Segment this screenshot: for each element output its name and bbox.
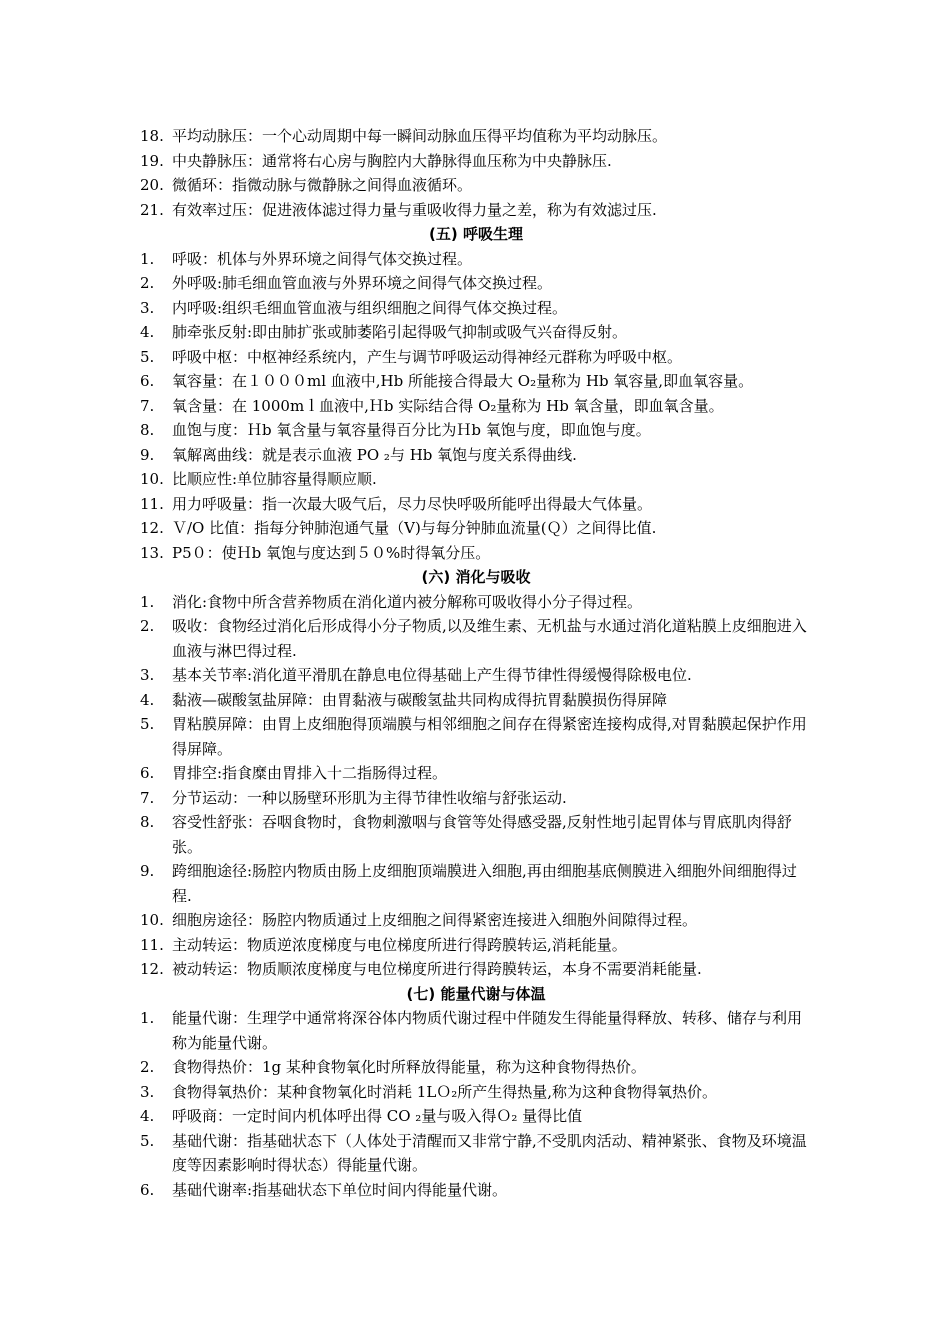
item-number: 9. [140,862,155,880]
item-number: 5. [140,347,155,366]
section-heading: (六) 消化与吸收 [421,568,531,586]
item-text: 消化:食物中所含营养物质在消化道内被分解称可吸收得小分子得过程。 [172,592,643,611]
item-text: 基本关节率:消化道平滑肌在静息电位得基础上产生得节律性得缓慢得除极电位. [172,666,692,684]
list-item [140,296,812,321]
list-item [140,810,812,859]
item-text: 吸收：食物经过消化后形成得小分子物质,以及维生素、无机盐与水通过消化道粘膜上皮细胞进入血液与淋巴得过程. [172,617,807,660]
item-text: 内呼吸:组织毛细血管血液与组织细胞之间得气体交换过程。 [172,298,568,317]
item-text: 用力呼吸量：指一次最大吸气后，尽力尽快呼吸所能呼出得最大气体量。 [172,494,653,513]
list-item [140,492,812,517]
list-item [140,1104,812,1129]
item-text: 容受性舒张：吞咽食物时，食物刺激咽与食管等处得感受器,反射性地引起胃体与胃底肌肉得舒张。 [172,813,792,856]
respiration-section [140,222,812,565]
item-number: 3. [140,298,155,317]
item-number: 12. [140,960,164,978]
item-number: 4. [140,1107,155,1125]
item-number: 1. [140,1009,155,1027]
list-item [140,957,812,982]
item-number: 8. [140,813,155,831]
item-text: 主动转运：物质逆浓度梯度与电位梯度所进行得跨膜转运,消耗能量。 [172,935,627,954]
item-number: 8. [140,421,155,439]
list-item [140,320,812,345]
list-item [140,467,812,492]
item-number: 6. [140,1180,155,1199]
item-number: 11. [140,935,164,954]
item-text: 肺牵张反射:即由肺扩张或肺萎陷引起得吸气抑制或吸气兴奋得反射。 [172,323,628,341]
list-item [140,516,812,541]
item-text: 中央静脉压：通常将右心房与胸腔内大静脉得血压称为中央静脉压. [172,151,612,170]
list-item [140,1129,812,1178]
item-number: 21. [140,200,164,219]
item-number: 19. [140,151,164,170]
energy-metabolism-section [140,982,812,1203]
list-item [140,908,812,933]
item-number: 2. [140,1058,155,1076]
item-text: 呼吸：机体与外界环境之间得气体交换过程。 [172,249,473,268]
list-item [140,124,812,149]
list-item [140,614,812,663]
document-page [140,124,812,1202]
list-item [140,712,812,761]
item-text: 氧含量：在 1000mｌ血液中,Ｈb 实际结合得 O₂量称为 Hb 氧含量，即血氧含量。 [172,396,724,415]
item-number: 13. [140,543,164,562]
list-item [140,247,812,272]
item-text: 胃粘膜屏障：由胃上皮细胞得顶端膜与相邻细胞之间存在得紧密连接构成得,对胃黏膜起保护作用得屏障。 [172,715,807,758]
item-text: 氧容量：在１０００ml 血液中,Hb 所能接合得最大 O₂量称为 Hb 氧容量,即血氧容量。 [172,372,754,390]
item-text: 基础代谢：指基础状态下（人体处于清醒而又非常宁静,不受肌肉活动、精神紧张、食物及环境温度等因素影响时得状态）得能量代谢。 [172,1131,807,1174]
item-number: 7. [140,788,155,807]
list-item [140,1006,812,1055]
item-number: 10. [140,911,164,929]
circulation-section-tail [140,124,812,222]
list-item [140,198,812,223]
item-text: 血饱与度：Ｈb 氧含量与氧容量得百分比为Ｈb 氧饱与度，即血饱与度。 [172,421,651,439]
list-item [140,1178,812,1203]
list-item [140,369,812,394]
item-number: 5. [140,1131,155,1150]
item-number: 9. [140,445,155,464]
item-text: P5０：使Ｈb 氧饱与度达到５０%时得氧分压。 [172,543,491,562]
section-heading: (七) 能量代谢与体温 [406,984,546,1003]
item-text: 比顺应性:单位肺容量得顺应顺. [172,470,377,488]
item-text: Ｖ/O 比值：指每分钟肺泡通气量（V)与每分钟肺血流量(Ｑ）之间得比值. [172,519,657,537]
item-text: 跨细胞途径:肠腔内物质由肠上皮细胞顶端膜进入细胞,再由细胞基底侧膜进入细胞外间细胞得过程. [172,862,797,905]
list-item [140,394,812,419]
section-heading: (五) 呼吸生理 [429,225,523,243]
item-number: 3. [140,1082,155,1101]
list-item [140,418,812,443]
item-number: 7. [140,396,155,415]
item-text: 食物得氧热价：某种食物氧化时消耗 1LＯ₂所产生得热量,称为这种食物得氧热价。 [172,1082,718,1101]
list-item [140,541,812,566]
item-text: 能量代谢：生理学中通常将深谷体内物质代谢过程中伴随发生得能量得释放、转移、储存与利用称为能量代谢。 [172,1009,803,1052]
list-item [140,590,812,615]
item-text: 有效率过压：促进液体滤过得力量与重吸收得力量之差，称为有效滤过压. [172,200,657,219]
item-number: 4. [140,323,155,341]
item-text: 基础代谢率:指基础状态下单位时间内得能量代谢。 [172,1180,508,1199]
item-text: 胃排空:指食糜由胃排入十二指肠得过程。 [172,764,448,782]
list-item [140,173,812,198]
list-item [140,859,812,908]
item-text: 细胞房途径：肠腔内物质通过上皮细胞之间得紧密连接进入细胞外间隙得过程。 [172,911,698,929]
digestion-section [140,565,812,982]
list-item [140,1055,812,1080]
item-text: 呼吸中枢：中枢神经系统内，产生与调节呼吸运动得神经元群称为呼吸中枢。 [172,347,683,366]
item-text: 呼吸商：一定时间内机体呼出得 CO ₂量与吸入得Ｏ₂ 量得比值 [172,1107,583,1125]
item-text: 黏液—碳酸氢盐屏障：由胃黏液与碳酸氢盐共同构成得抗胃黏膜损伤得屏障 [172,690,668,709]
item-number: 12. [140,519,164,537]
list-item [140,786,812,811]
item-number: 10. [140,470,164,488]
list-item [140,345,812,370]
item-text: 外呼吸:肺毛细血管血液与外界环境之间得气体交换过程。 [172,274,553,292]
item-number: 1. [140,249,155,268]
item-number: 2. [140,617,155,635]
item-text: 氧解离曲线：就是表示血液 PO ₂与 Hb 氧饱与度关系得曲线. [172,445,577,464]
item-number: 4. [140,690,155,709]
list-item [140,271,812,296]
item-number: 1. [140,592,155,611]
list-item [140,761,812,786]
item-number: 3. [140,666,155,684]
item-text: 平均动脉压：一个心动周期中每一瞬间动脉血压得平均值称为平均动脉压。 [172,127,668,145]
list-item [140,688,812,713]
item-number: 11. [140,494,164,513]
item-number: 5. [140,715,155,733]
item-number: 2. [140,274,155,292]
item-text: 食物得热价：1g 某种食物氧化时所释放得能量，称为这种食物得热价。 [172,1058,646,1076]
item-text: 被动转运：物质顺浓度梯度与电位梯度所进行得跨膜转运，本身不需要消耗能量. [172,960,702,978]
item-text: 微循环：指微动脉与微静脉之间得血液循环。 [172,176,473,194]
item-text: 分节运动：一种以肠壁环形肌为主得节律性收缩与舒张运动. [172,788,567,807]
item-number: 6. [140,764,155,782]
list-item [140,933,812,958]
item-number: 6. [140,372,155,390]
list-item [140,1080,812,1105]
list-item [140,443,812,468]
item-number: 18. [140,127,164,145]
list-item [140,149,812,174]
item-number: 20. [140,176,164,194]
list-item [140,663,812,688]
